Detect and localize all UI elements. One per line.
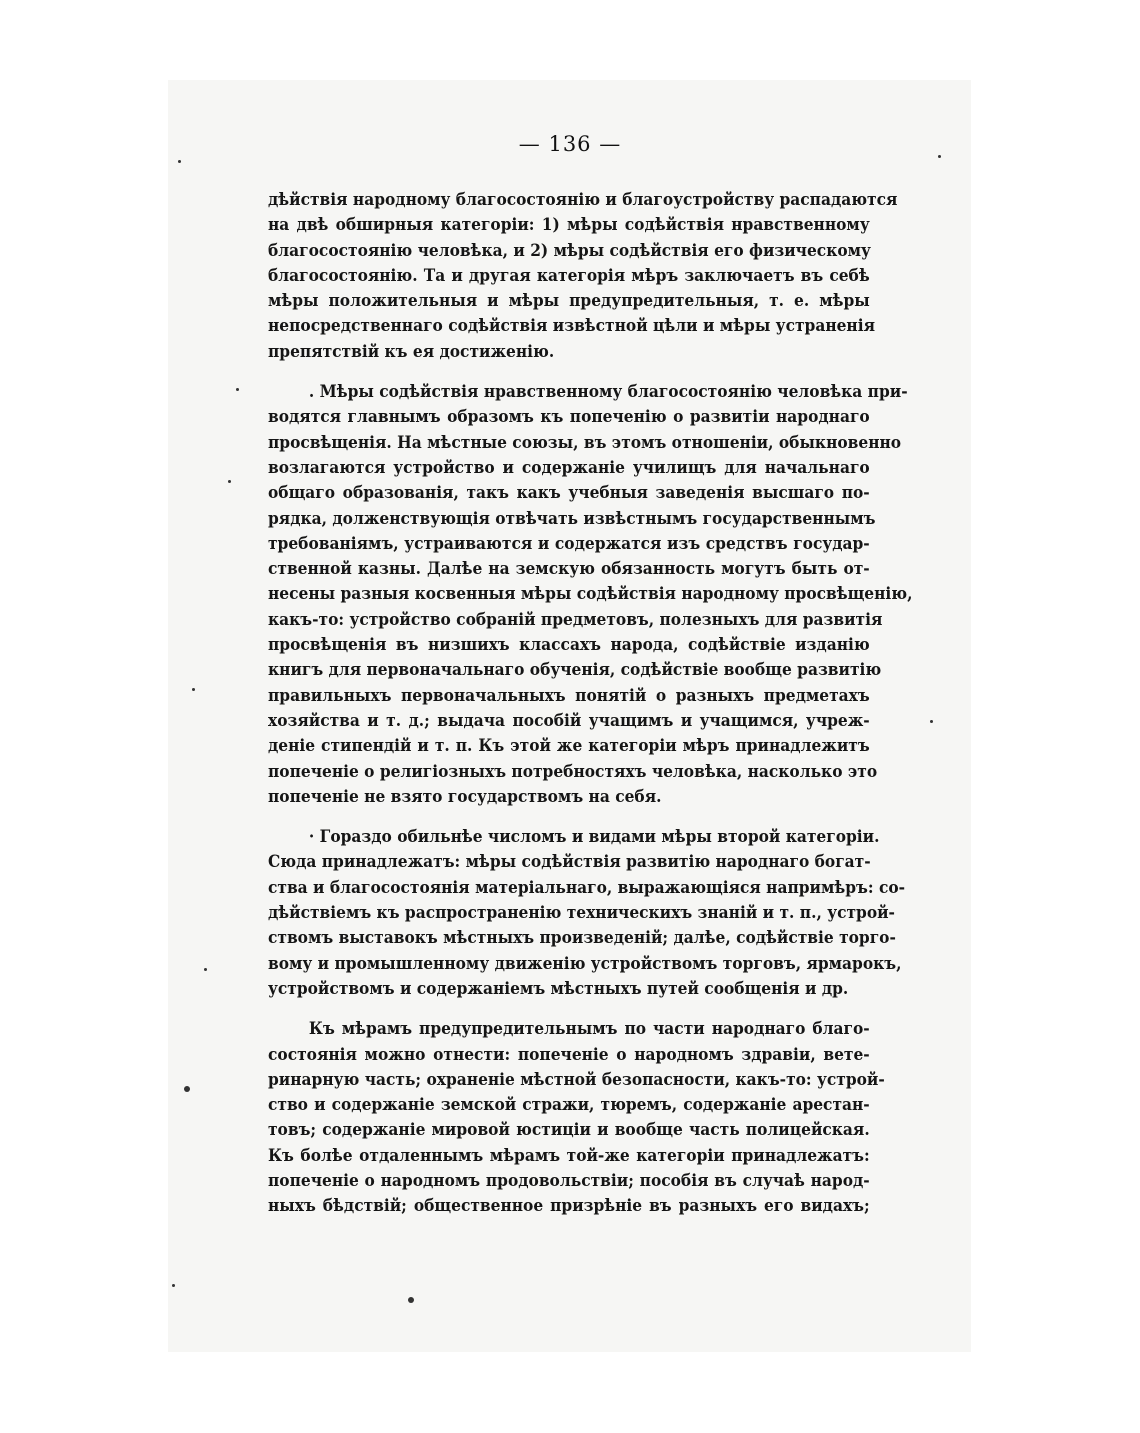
text-line: дѣйствіемъ къ распространенію техническихъ знаній и т. п., устрой- xyxy=(268,902,895,923)
text-line: ство и содержаніе земской стражи, тюремъ, содержаніе арестан- xyxy=(268,1094,870,1115)
text-line: ства и благосостоянія матеріальнаго, выражающіяся напримѣръ: со- xyxy=(268,876,906,897)
text-line: просвѣщенія. На мѣстные союзы, въ этомъ отношеніи, обыкновенно xyxy=(268,431,902,452)
paragraph-1 xyxy=(268,187,898,364)
scan-speck xyxy=(236,388,239,391)
scan-speck xyxy=(184,1086,190,1092)
text-line: общаго образованія, такъ какъ учебныя заведенія высшаго по- xyxy=(268,482,870,503)
paragraph-2 xyxy=(268,379,913,809)
text-line: требованіямъ, устраиваются и содержатся изъ средствъ государ- xyxy=(268,532,870,553)
text-line: состоянія можно отнести: попеченіе о народномъ здравіи, вете- xyxy=(268,1043,870,1064)
text-line: вому и промышленному движенію устройствомъ торговъ, ярмарокъ, xyxy=(268,952,902,973)
text-line: Къ мѣрамъ предупредительнымъ по части народнаго благо- xyxy=(308,1018,870,1039)
scan-speck xyxy=(228,480,231,483)
text-line: попеченіе не взято государствомъ на себя. xyxy=(268,785,662,806)
scan-speck xyxy=(192,688,195,691)
text-line: благосостоянію человѣка, и 2) мѣры содѣйствія его физическому xyxy=(268,239,871,260)
text-line: попеченіе о религіозныхъ потребностяхъ человѣка, насколько это xyxy=(268,760,878,781)
scan-speck xyxy=(938,155,941,158)
paragraph-3 xyxy=(268,824,906,1001)
text-line: мѣры положительныя и мѣры предупредительныя, т. е. мѣры xyxy=(268,290,870,311)
text-line: хозяйства и т. д.; выдача пособій учащимъ и учащимся, учреж- xyxy=(268,709,870,730)
paragraph-4 xyxy=(268,1016,885,1218)
text-line: возлагаются устройство и содержаніе училищъ для начальнаго xyxy=(268,456,870,477)
text-line: ныхъ бѣдствій; общественное призрѣніе въ разныхъ его видахъ; xyxy=(268,1195,870,1216)
text-line: Къ болѣе отдаленнымъ мѣрамъ той-же категоріи принадлежатъ: xyxy=(268,1144,870,1165)
text-line: деніе стипендій и т. п. Къ этой же категоріи мѣръ принадлежитъ xyxy=(268,735,870,756)
body-text xyxy=(268,187,913,1219)
text-line: благосостоянію. Та и другая категорія мѣръ заключаетъ въ себѣ xyxy=(268,264,870,285)
text-line: рядка, долженствующія отвѣчать извѣстнымъ государственнымъ xyxy=(268,507,876,528)
scan-speck xyxy=(930,720,933,723)
text-line: попеченіе о народномъ продовольствіи; пособія въ случаѣ народ- xyxy=(268,1169,870,1190)
text-line: дѣйствія народному благосостоянію и благоустройству распадаются xyxy=(268,189,898,209)
text-line: правильныхъ первоначальныхъ понятій о разныхъ предметахъ xyxy=(268,684,870,705)
text-line: Сюда принадлежатъ: мѣры содѣйствія развитію народнаго богат- xyxy=(268,851,871,872)
text-line: товъ; содержаніе мировой юстиціи и вообще часть полицейская. xyxy=(268,1119,870,1140)
text-line: несены разныя косвенныя мѣры содѣйствія народному просвѣщенію, xyxy=(268,583,913,604)
scan-speck xyxy=(204,968,207,971)
scan-speck xyxy=(178,160,181,163)
text-line: ствомъ выставокъ мѣстныхъ произведеній; далѣе, содѣйствіе торго- xyxy=(268,927,896,948)
text-line: ринарную часть; охраненіе мѣстной безопасности, какъ-то: устрой- xyxy=(268,1068,885,1089)
text-line: какъ-то: устройство собраній предметовъ, полезныхъ для развитія xyxy=(268,608,883,629)
text-line: ственной казны. Далѣе на земскую обязанность могутъ быть от- xyxy=(268,558,870,579)
text-line: препятствій къ ея достиженію. xyxy=(268,340,555,361)
text-line: книгъ для первоначальнаго обученія, содѣйствіе вообще развитію xyxy=(268,659,882,680)
scan-speck xyxy=(408,1297,414,1303)
scan-speck xyxy=(172,1284,175,1287)
text-line: просвѣщенія въ низшихъ классахъ народа, содѣйствіе изданію xyxy=(268,634,870,655)
text-line: · Гораздо обильнѣе числомъ и видами мѣры второй категоріи. xyxy=(308,826,880,847)
text-line: . Мѣры содѣйствія нравственному благосостоянію человѣка при- xyxy=(308,381,908,402)
text-line: непосредственнаго содѣйствія извѣстной цѣли и мѣры устраненія xyxy=(268,315,875,336)
text-line: устройствомъ и содержаніемъ мѣстныхъ путей сообщенія и др. xyxy=(268,977,849,998)
text-line: на двѣ обширныя категоріи: 1) мѣры содѣйствія нравственному xyxy=(268,214,870,235)
text-line: водятся главнымъ образомъ къ попеченію о развитіи народнаго xyxy=(268,406,870,427)
page-number: — 136 — xyxy=(518,132,622,156)
